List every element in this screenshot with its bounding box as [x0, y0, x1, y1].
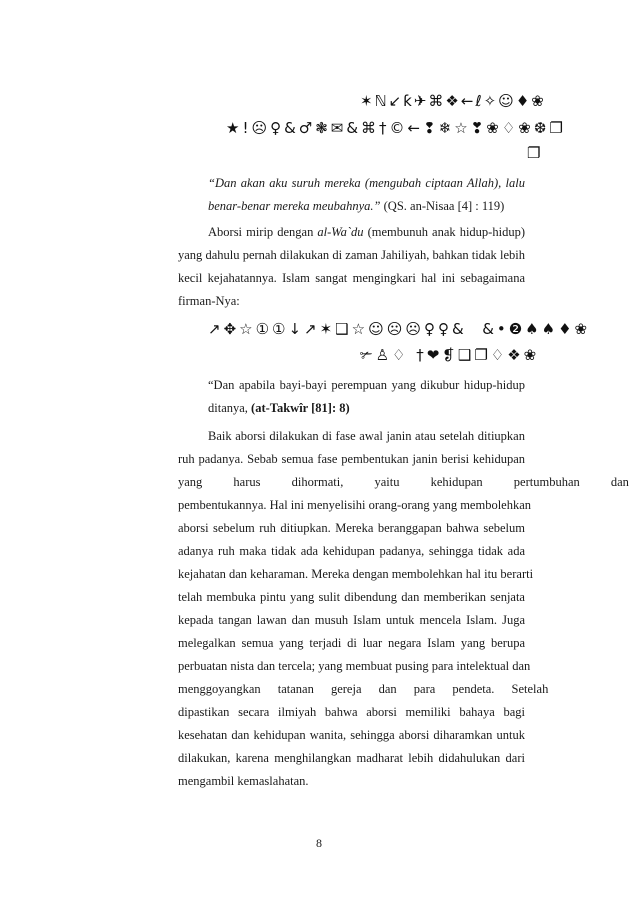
para-2-line-13: dipastikan secara ilmiyah bahwa aborsi memiliki bahaya bagi [178, 705, 525, 719]
quote-1-line-2 [208, 198, 504, 214]
para-2-line-5: aborsi sebelum ruh ditiupkan. Mereka beranggapan bahwa sebelum [178, 521, 525, 535]
para-1-line-4: firman-Nya: [178, 294, 240, 308]
arabic-verse-1-line-3: ❐ [527, 144, 543, 162]
para-2-line-11: perbuatan nista dan tercela; yang membuat pusing para intelektual dan [178, 659, 531, 673]
quote-1-line-1: “Dan akan aku suruh mereka (mengubah ciptaan Allah), lalu [208, 176, 525, 190]
arabic-verse-2-line-2: ✃♙♢ †❤❡❑❐♢❖❀ [360, 346, 540, 364]
term-al-wadu: al-Wa`du [317, 225, 364, 239]
para-2-line-14: kesehatan dan kehidupan wanita, sehingga aborsi diharamkan untuk [178, 728, 525, 742]
para-2-line-9: kepada tangan lawan dan musuh Islam untuk mencela Islam. Juga [178, 613, 525, 627]
arabic-verse-1-line-2: ★!☹♀&♂❃✉&⌘†©←❢❄☆❣❀♢❀❆❐ [226, 119, 566, 137]
quote-1-reference: (QS. an-Nisaa [4] : 119) [380, 199, 505, 213]
arabic-verse-2-line-1: ↗✥☆①①↓↗✶❑☆☺☹☹♀♀& &•❷♠♠♦❀ [208, 320, 591, 338]
quote-1-text: benar-benar mereka meubahnya.” [208, 199, 381, 213]
para-2-line-1: Baik aborsi dilakukan di fase awal janin atau setelah ditiupkan [208, 429, 525, 443]
para-1-line-2: yang dahulu pernah dilakukan di zaman Jahiliyah, bahkan tidak lebih [178, 248, 525, 262]
page-number: 8 [316, 836, 322, 850]
para-2-line-3: yang harus dihormati, yaitu kehidupan pertumbuhan dan [178, 475, 629, 489]
para-2-line-2: ruh padanya. Sebab semua fase pembentukan janin berisi kehidupan [178, 452, 525, 466]
para-1-line-3: kecil kejahatannya. Islam sangat mengingkari hal ini sebagaimana [178, 271, 525, 285]
quote-2-reference: (at-Takwîr [81]: 8) [251, 401, 350, 415]
para-2-line-8: telah membuka pintu yang sulit dibendung dan memberikan senjata [178, 590, 525, 604]
para-2-line-4: pembentukannya. Hal ini menyelisihi orang-orang yang membolehkan [178, 498, 532, 512]
arabic-verse-1-line-1: ✶ℕ↙ƙ✈⌘❖←ℓ✧☺♦❀ [360, 92, 546, 110]
para-1-line-1: Aborsi mirip dengan al-Wa`du (membunuh anak hidup-hidup) [208, 225, 525, 239]
para-2-line-12: menggoyangkan tatanan gereja dan para pendeta. Setelah [178, 682, 549, 696]
para-2-line-15: dilakukan, karena menghilangkan madharat lebih didahulukan dari [178, 751, 525, 765]
quote-2-line-1: “Dan apabila bayi-bayi perempuan yang dikubur hidup-hidup [208, 378, 525, 392]
quote-2-line-2: ditanya, (at-Takwîr [81]: 8) [208, 401, 350, 415]
para-2-line-10: melegalkan semua yang terjadi di luar negara Islam yang berupa [178, 636, 525, 650]
para-2-line-7: kejahatan dan keharaman. Mereka dengan membolehkan hal itu berarti [178, 567, 534, 581]
para-2-line-6: adanya ruh maka tidak ada kehidupan padanya, sehingga tidak ada [178, 544, 525, 558]
para-2-line-16: mengambil kemaslahatan. [178, 774, 309, 788]
